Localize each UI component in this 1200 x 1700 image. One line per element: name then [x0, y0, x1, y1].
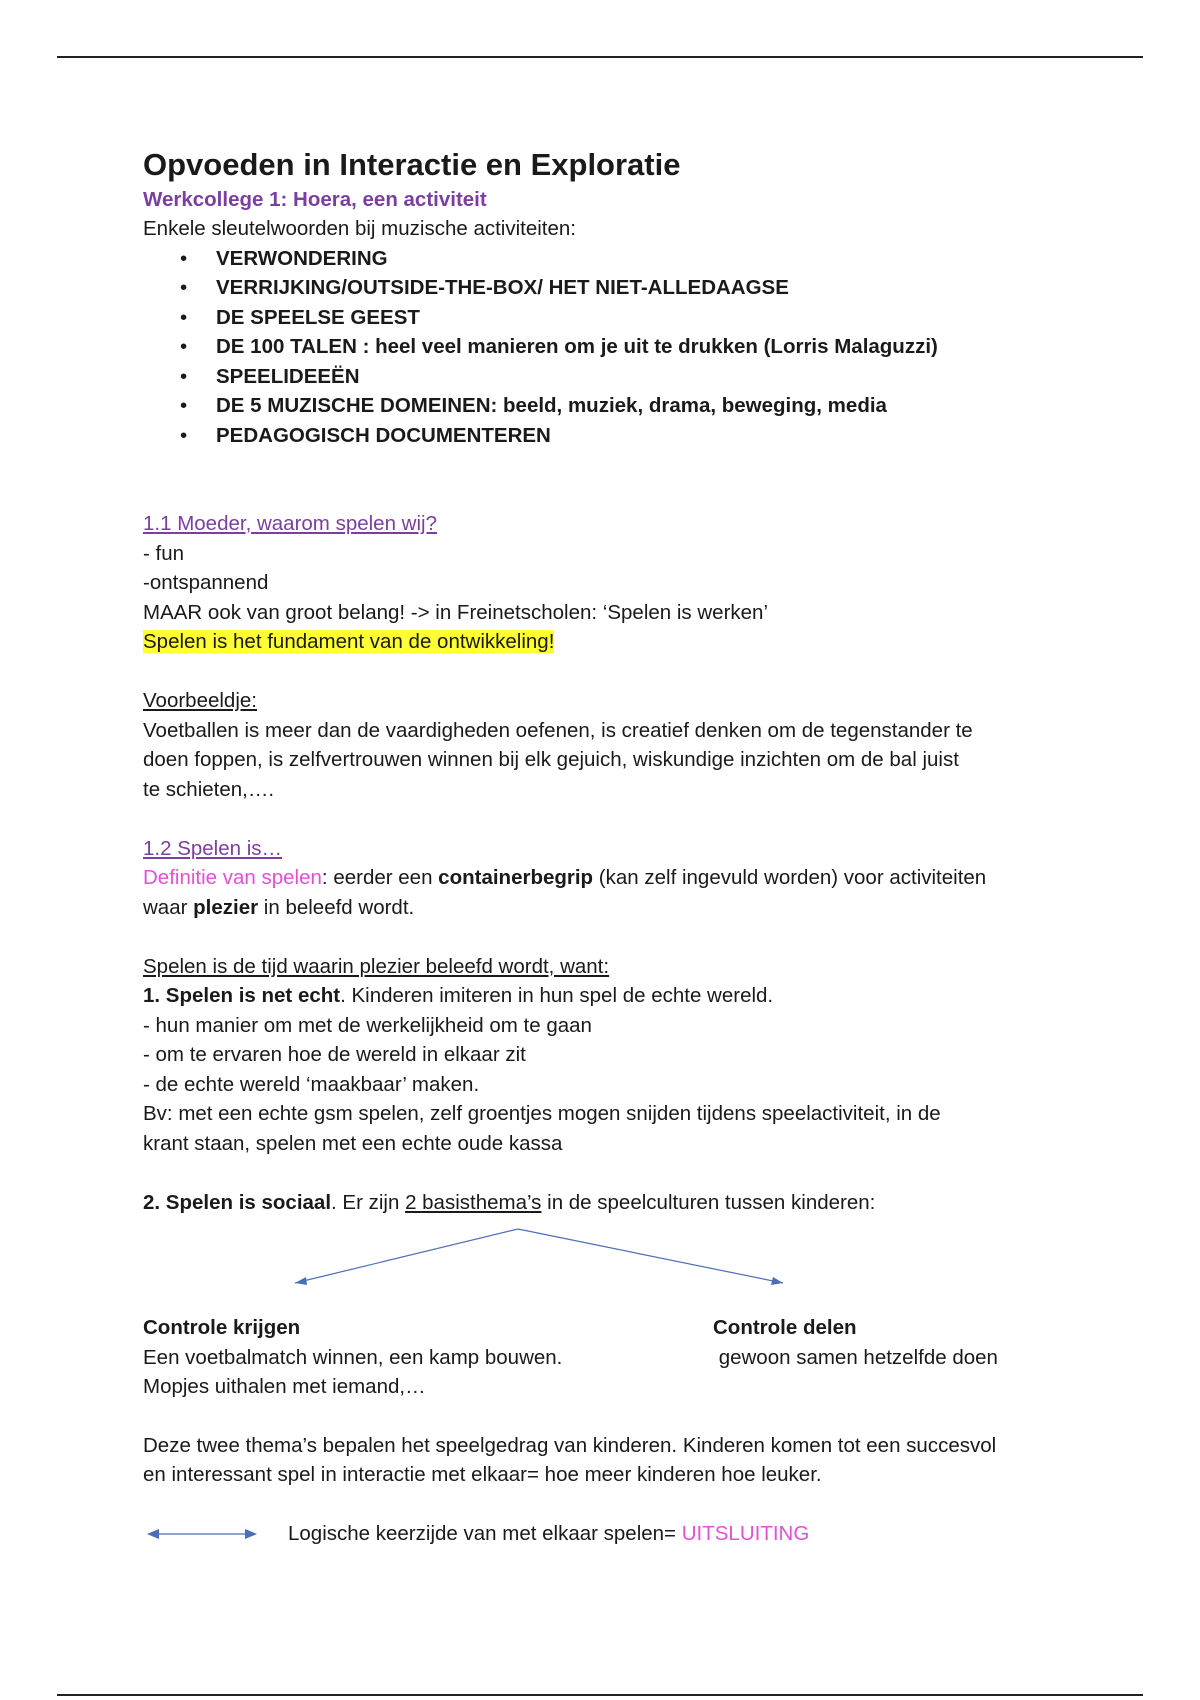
exclusion-text: Logische keerzijde van met elkaar spelen= UITSLUITING — [288, 1522, 810, 1545]
right-arrowhead-icon — [771, 1277, 783, 1285]
text-line: MAAR ook van groot belang! -> in Freinetscholen: ‘Spelen is werken’ — [143, 600, 769, 624]
section-heading-1-2[interactable]: 1.2 Spelen is… — [143, 836, 283, 860]
bullet-icon: • — [180, 423, 188, 447]
spacer — [143, 657, 1083, 687]
theme-line: Een voetbalmatch winnen, een kamp bouwen. — [143, 1345, 563, 1369]
definition-line: Definitie van spelen: eerder een containerbegrip (kan zelf ingevuld worden) voor activiteiten — [143, 866, 987, 889]
keyword-item: • VERWONDERING — [180, 244, 1083, 274]
bullet-icon: • — [180, 364, 188, 388]
bullet-icon: • — [180, 394, 188, 417]
exclusion-line — [143, 1519, 1083, 1549]
left-branch-arrow — [295, 1229, 518, 1283]
spacer — [143, 804, 1083, 834]
double-arrow-icon — [143, 1519, 263, 1549]
text-line: - hun manier om met de werkelijkheid om te gaan — [143, 1013, 592, 1037]
bullet-icon: • — [180, 276, 188, 299]
spacer — [143, 922, 1083, 952]
example-label: Voorbeeldje: — [143, 689, 257, 712]
bullet-icon: • — [180, 335, 188, 358]
example-line: Voetballen is meer dan de vaardigheden oefenen, is creatief denken om de tegenstander te — [143, 718, 973, 742]
spacer — [143, 1490, 1083, 1520]
text-line: Bv: met een echte gsm spelen, zelf groentjes mogen snijden tijdens speelactiviteit, in de — [143, 1102, 941, 1125]
right-branch-arrow — [518, 1229, 783, 1283]
text-line: krant staan, spelen met een echte oude kassa — [143, 1131, 563, 1155]
theme-control-gain — [143, 1313, 703, 1402]
closing-line: en interessant spel in interactie met elkaar= hoe meer kinderen hoe leuker. — [143, 1463, 822, 1486]
point-1: 1. Spelen is net echt. Kinderen imiteren in hun spel de echte wereld. — [143, 984, 774, 1007]
closing-line: Deze twee thema’s bepalen het speelgedrag van kinderen. Kinderen komen tot een succesvol — [143, 1433, 997, 1457]
text-line: -ontspannend — [143, 571, 269, 594]
document-body — [143, 145, 1083, 1549]
spacer — [143, 1158, 1083, 1188]
keyword-item: • DE 5 MUZISCHE DOMEINEN: beeld, muziek, drama, beweging, media — [180, 391, 1083, 421]
section-heading-1-1[interactable]: 1.1 Moeder, waarom spelen wij? — [143, 512, 437, 535]
theme-line: gewoon samen hetzelfde doen — [713, 1345, 998, 1369]
underlined-statement: Spelen is de tijd waarin plezier beleefd wordt, want: — [143, 954, 610, 978]
keyword-list — [143, 244, 1083, 451]
keyword-item: • PEDAGOGISCH DOCUMENTEREN — [180, 421, 1083, 451]
theme-line: Mopjes uithalen met iemand,… — [143, 1375, 426, 1398]
spacer — [143, 450, 1083, 509]
theme-heading: Controle krijgen — [143, 1316, 301, 1339]
bottom-rule — [57, 1694, 1143, 1696]
text-line: - de echte wereld ‘maakbaar’ maken. — [143, 1072, 480, 1096]
definition-label: Definitie van spelen — [143, 866, 322, 889]
example-line: doen foppen, is zelfvertrouwen winnen bij elk gejuich, wiskundige inzichten om de bal juist — [143, 748, 959, 771]
top-rule — [57, 56, 1143, 58]
definition-line: waar plezier in beleefd wordt. — [143, 895, 415, 919]
highlighted-statement: Spelen is het fundament van de ontwikkeling! — [143, 630, 555, 653]
text-line: - fun — [143, 541, 185, 565]
theme-control-share — [713, 1313, 1083, 1372]
intro-text: Enkele sleutelwoorden bij muzische activiteiten: — [143, 217, 577, 240]
left-arrowhead-icon — [295, 1277, 307, 1285]
document-title: Opvoeden in Interactie en Exploratie — [143, 147, 681, 182]
spacer — [143, 1401, 1083, 1431]
keyword-item: • DE 100 TALEN : heel veel manieren om je uit te drukken (Lorris Malaguzzi) — [180, 332, 1083, 362]
bullet-icon: • — [180, 246, 188, 270]
keyword-item: • SPEELIDEEËN — [180, 362, 1083, 392]
branch-arrows — [143, 1217, 1083, 1313]
two-column-themes — [143, 1313, 1083, 1401]
point-2: 2. Spelen is sociaal. Er zijn 2 basisthema’s in de speelculturen tussen kinderen: — [143, 1190, 876, 1214]
branch-diagram — [143, 1217, 1083, 1313]
subtitle: Werkcollege 1: Hoera, een activiteit — [143, 188, 487, 211]
exclusion-keyword: UITSLUITING — [681, 1522, 810, 1545]
theme-heading: Controle delen — [713, 1316, 857, 1339]
bullet-icon: • — [180, 305, 188, 329]
keyword-item: • DE SPEELSE GEEST — [180, 303, 1083, 333]
keyword-item: • VERRIJKING/OUTSIDE-THE-BOX/ HET NIET-ALLEDAAGSE — [180, 273, 1083, 303]
text-line: - om te ervaren hoe de wereld in elkaar zit — [143, 1043, 526, 1066]
example-line: te schieten,…. — [143, 777, 275, 801]
